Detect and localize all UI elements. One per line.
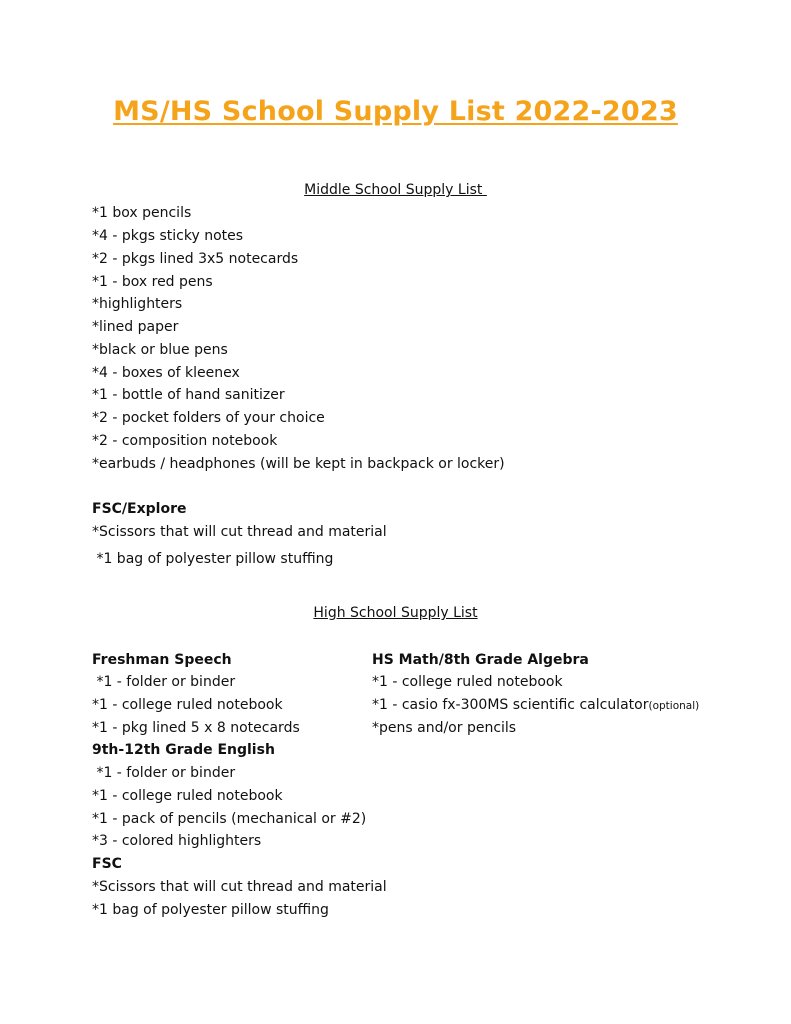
english-item-notebook: *1 - college ruled notebook xyxy=(92,788,283,804)
fsc-item-stuffing: *1 bag of polyester pillow stuffing xyxy=(92,902,329,918)
math-item-calculator: *1 - casio fx-300MS scientific calculator xyxy=(372,697,649,713)
ms-item-pens: *black or blue pens xyxy=(92,342,228,358)
ms-item-highlighters: *highlighters xyxy=(92,296,183,312)
fsc-explore-heading: FSC/Explore xyxy=(92,501,187,517)
ms-item-pencils: *1 box pencils xyxy=(92,205,192,221)
fsc-heading: FSC xyxy=(92,856,122,872)
freshman-speech-heading: Freshman Speech xyxy=(92,652,232,668)
ms-item-sticky-notes: *4 - pkgs sticky notes xyxy=(92,228,244,244)
english-heading: 9th-12th Grade English xyxy=(92,742,275,758)
math-item-calculator-line xyxy=(372,696,699,715)
speech-item-notecards: *1 - pkg lined 5 x 8 notecards xyxy=(92,720,300,736)
ms-item-kleenex: *4 - boxes of kleenex xyxy=(92,365,240,381)
ms-item-red-pens: *1 - box red pens xyxy=(92,274,213,290)
page-title: MS/HS School Supply List 2022-2023 xyxy=(113,96,678,127)
ms-item-notecards: *2 - pkgs lined 3x5 notecards xyxy=(92,251,299,267)
speech-item-notebook: *1 - college ruled notebook xyxy=(92,697,283,713)
english-item-folder: *1 - folder or binder xyxy=(92,765,236,781)
math-heading: HS Math/8th Grade Algebra xyxy=(372,652,589,668)
ms-item-earbuds: *earbuds / headphones (will be kept in backpack or locker) xyxy=(92,456,505,472)
math-optional-note: (optional) xyxy=(648,700,700,712)
middle-school-heading: Middle School Supply List xyxy=(304,182,487,198)
math-item-notebook: *1 - college ruled notebook xyxy=(372,674,563,690)
fsc-item-scissors: *Scissors that will cut thread and material xyxy=(92,879,387,895)
ms-item-composition-notebook: *2 - composition notebook xyxy=(92,433,278,449)
fsc-explore-item-stuffing: *1 bag of polyester pillow stuffing xyxy=(92,551,334,567)
fsc-explore-item-scissors: *Scissors that will cut thread and material xyxy=(92,524,387,540)
ms-item-folders: *2 - pocket folders of your choice xyxy=(92,410,325,426)
speech-item-folder: *1 - folder or binder xyxy=(92,674,236,690)
ms-item-sanitizer: *1 - bottle of hand sanitizer xyxy=(92,387,285,403)
english-item-pencils: *1 - pack of pencils (mechanical or #2) xyxy=(92,811,367,827)
english-item-highlighters: *3 - colored highlighters xyxy=(92,833,262,849)
math-item-pens: *pens and/or pencils xyxy=(372,720,517,736)
ms-item-lined-paper: *lined paper xyxy=(92,319,179,335)
high-school-heading: High School Supply List xyxy=(313,605,478,621)
